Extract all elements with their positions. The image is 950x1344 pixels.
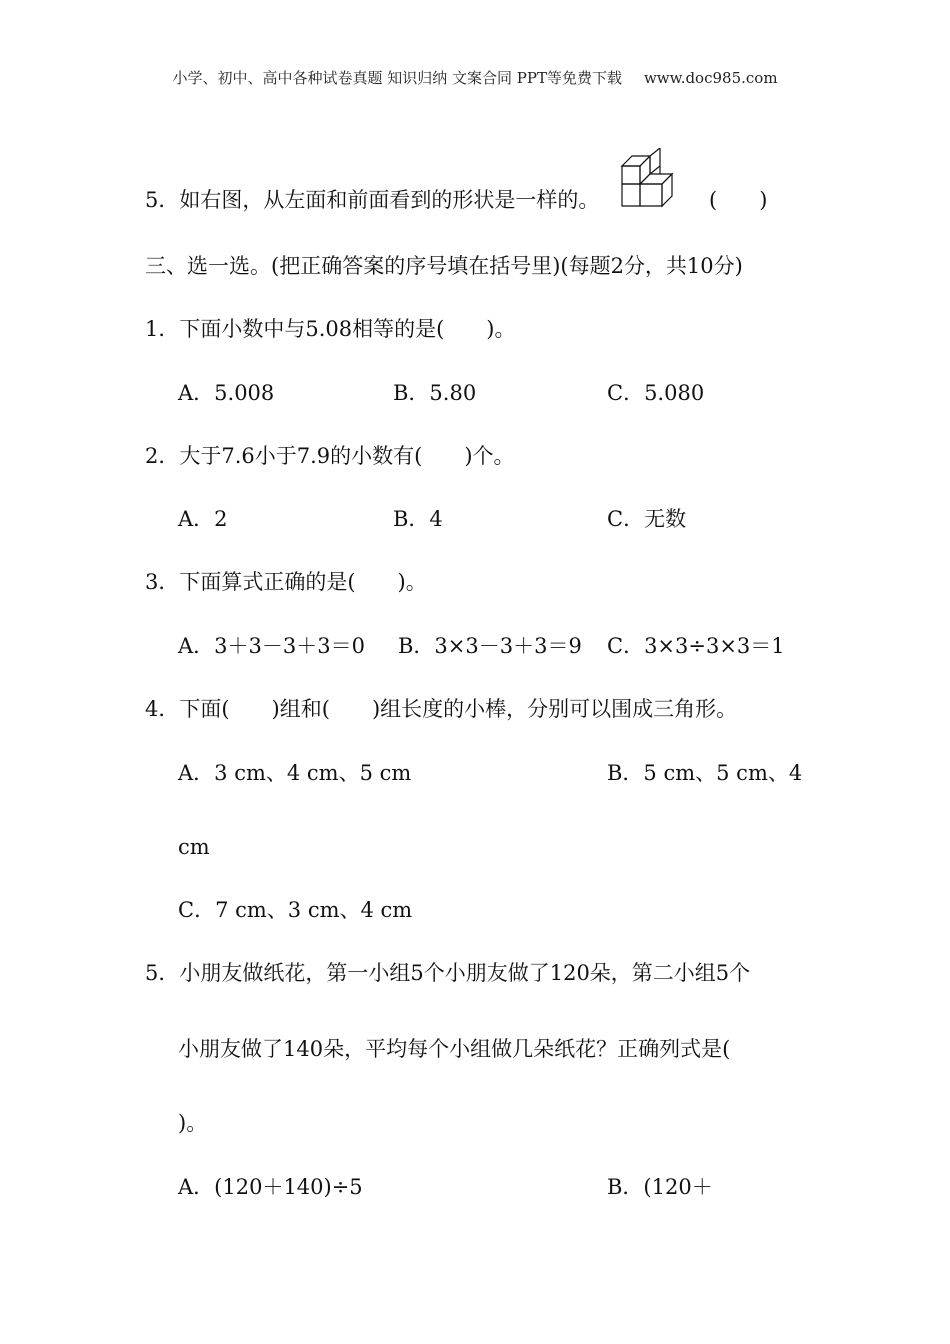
q1-option-c: C．5.080 — [607, 381, 705, 405]
question-5-stem-line-1: 5．小朋友做纸花，第一小组5个小朋友做了120朵，第二小组5个 — [145, 961, 751, 985]
q4-option-c: C．7 cm、3 cm、4 cm — [178, 898, 413, 922]
question-5-stem-line-2: 小朋友做了140朵，平均每个小组做几朵纸花？正确列式是( — [178, 1037, 731, 1061]
q4-option-b: B．5 cm、5 cm、4 — [607, 761, 803, 785]
cube-stack-figure — [620, 148, 684, 210]
q3-option-a: A．3＋3－3＋3＝0 — [178, 634, 365, 658]
q2-option-c: C．无数 — [607, 507, 687, 531]
answer-paren[interactable]: ( ) — [709, 188, 768, 212]
header-text: 小学、初中、高中各种试卷真题 知识归纳 文案合同 PPT等免费下载 — [172, 69, 622, 87]
cube-bottom-left — [622, 184, 640, 206]
q1-option-a: A．5.008 — [178, 381, 275, 405]
q5-option-a: A．(120＋140)÷5 — [178, 1175, 363, 1199]
cube-bottom-side — [662, 174, 672, 206]
cube-bottom-mid — [640, 184, 662, 206]
section-3-title: 三、选一选。(把正确答案的序号填在括号里)(每题2分，共10分) — [145, 254, 743, 278]
question-2-stem: 2．大于7.6小于7.9的小数有( )个。 — [145, 444, 515, 468]
question-1-stem: 1．下面小数中与5.08相等的是( )。 — [145, 317, 516, 341]
q5-option-b: B．(120＋ — [607, 1175, 713, 1199]
q4-option-a: A．3 cm、4 cm、5 cm — [178, 761, 412, 785]
q2-option-b: B．4 — [393, 507, 443, 531]
judge-question-5: 5．如右图，从左面和前面看到的形状是一样的。 — [145, 188, 600, 212]
question-5-stem-line-3: )。 — [178, 1111, 208, 1135]
q2-option-a: A．2 — [178, 507, 228, 531]
cube-top-right-top — [650, 148, 660, 174]
header-url[interactable]: www.doc985.com — [643, 69, 778, 87]
q4-option-b-wrap: cm — [178, 835, 210, 859]
q3-option-b: B．3×3－3＋3＝9 — [398, 634, 582, 658]
question-3-stem: 3．下面算式正确的是( )。 — [145, 570, 427, 594]
cube-top-front — [622, 166, 640, 184]
question-4-stem: 4．下面( )组和( )组长度的小棒，分别可以围成三角形。 — [145, 697, 738, 721]
q3-option-c: C．3×3÷3×3＝1 — [607, 634, 785, 658]
q1-option-b: B．5.80 — [393, 381, 477, 405]
page-header — [0, 68, 950, 88]
